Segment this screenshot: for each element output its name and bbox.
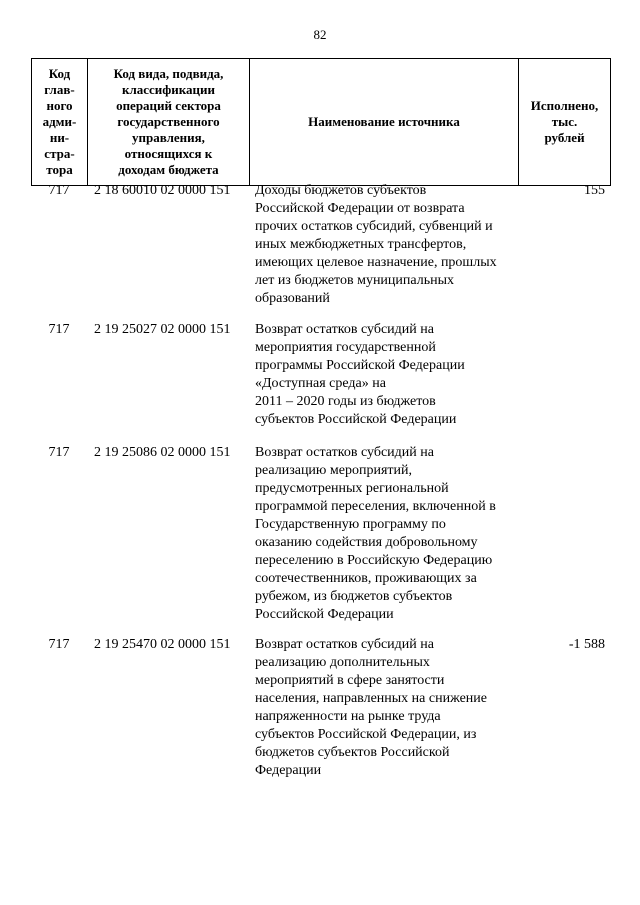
source-name: Возврат остатков субсидий на реализацию мероприятий, предусмотренных региональной программой переселения, включенной в Государственную программу по оказанию содействия добровольному переселению в Российскую Федерацию соотечественников, проживающих за рубежом, из бюджетов субъектов Российской Федерации (255, 445, 496, 622)
header-admin-code (32, 58, 87, 186)
admin-code: 717 (48, 637, 70, 652)
header-source-name-label: Наименование источника (308, 114, 460, 129)
header-source-name (250, 58, 518, 186)
source-name: Возврат остатков субсидий на реализацию дополнительных мероприятий в сфере занятости населения, направленных на снижение напряженности на рынке труда субъектов Российской Федерации, из бюджетов субъектов Российской Федерации (255, 637, 487, 778)
executed-value: 155 (584, 183, 605, 198)
source-name: Доходы бюджетов субъектов Российской Федерации от возврата прочих остатков субсидий, субвенций и иных межбюджетных трансфертов, имеющих целевое назначение, прошлых лет из бюджетов муниципальных образований (255, 183, 497, 306)
header-admin-code-label: Код глав- ного адми- ни- стра- тора (42, 66, 77, 177)
classification-code: 2 19 25470 02 0000 151 (94, 637, 231, 652)
header-executed (519, 58, 610, 186)
page-number: 82 (313, 27, 327, 42)
admin-code: 717 (48, 445, 70, 460)
header-classification-code-label: Код вида, подвида, классификации операций сектора государственного управления, относящихся к доходам бюджета (113, 66, 224, 177)
header-right-border (610, 58, 611, 186)
classification-code: 2 18 60010 02 0000 151 (94, 183, 231, 198)
header-classification-code (88, 58, 249, 186)
header-frame (31, 58, 611, 186)
classification-code: 2 19 25086 02 0000 151 (94, 445, 231, 460)
executed-value: -1 588 (568, 637, 605, 652)
classification-code: 2 19 25027 02 0000 151 (94, 322, 231, 337)
header-executed-label: Исполнено, тыс. рублей (530, 98, 599, 145)
source-name: Возврат остатков субсидий на мероприятия государственной программы Российской Федерации «Доступная среда» на 2011 – 2020 годы из бюджетов субъектов Российской Федерации (255, 322, 465, 427)
admin-code: 717 (48, 183, 70, 198)
admin-code: 717 (48, 322, 70, 337)
